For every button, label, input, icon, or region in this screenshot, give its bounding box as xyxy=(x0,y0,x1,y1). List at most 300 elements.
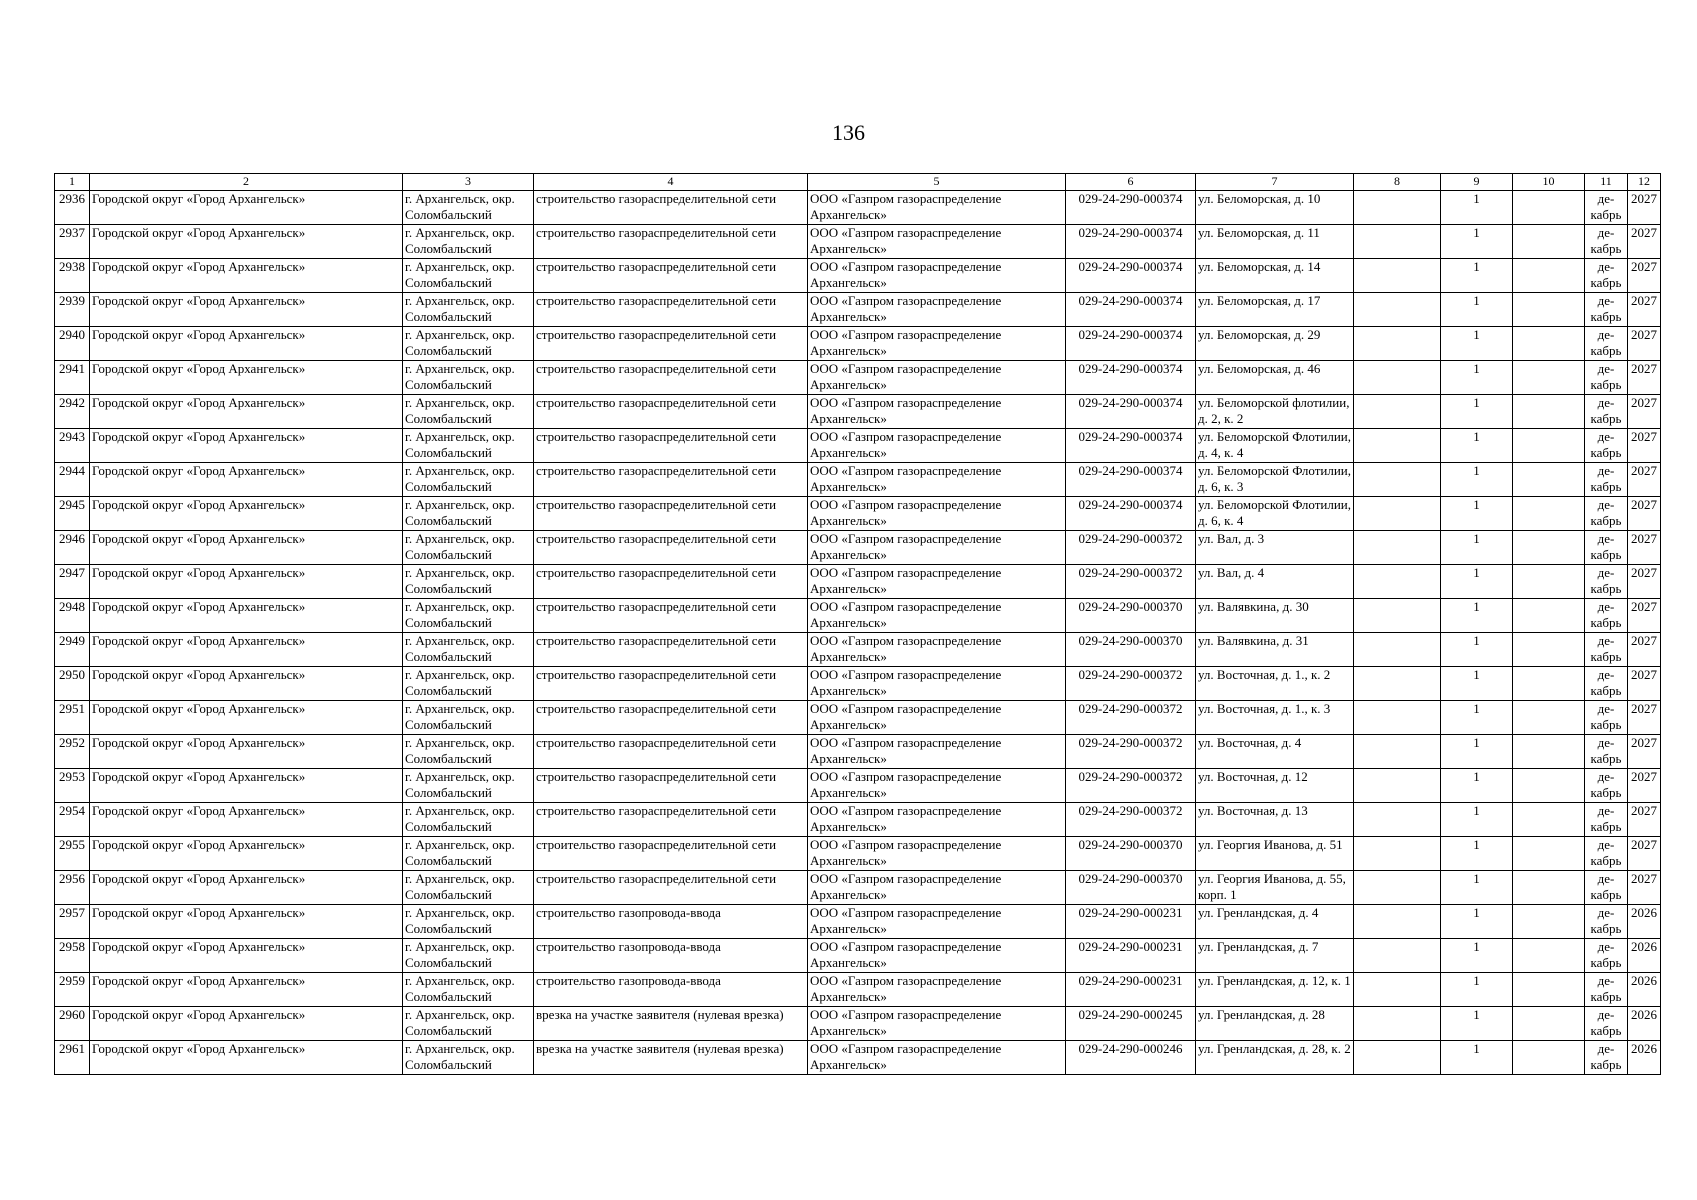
program-code-cell: 029-24-290-000370 xyxy=(1066,837,1196,871)
year-cell: 2027 xyxy=(1628,259,1661,293)
col10-cell xyxy=(1513,837,1585,871)
row-number-cell: 2943 xyxy=(55,429,90,463)
row-number-cell: 2959 xyxy=(55,973,90,1007)
address-cell: ул. Вал, д. 4 xyxy=(1196,565,1354,599)
work-type-cell: строительство газораспределительной сети xyxy=(534,361,808,395)
locality-cell: г. Архангельск, окр. Соломбальский xyxy=(403,463,534,497)
col8-cell xyxy=(1354,463,1441,497)
year-cell: 2026 xyxy=(1628,905,1661,939)
col10-cell xyxy=(1513,191,1585,225)
row-number-cell: 2944 xyxy=(55,463,90,497)
municipality-cell: Городской округ «Город Архангельск» xyxy=(90,701,403,735)
locality-cell: г. Архангельск, окр. Соломбальский xyxy=(403,395,534,429)
organization-cell: ООО «Газпром газораспределение Архангельск» xyxy=(808,599,1066,633)
organization-cell: ООО «Газпром газораспределение Архангельск» xyxy=(808,837,1066,871)
col10-cell xyxy=(1513,361,1585,395)
address-cell: ул. Георгия Иванова, д. 55, корп. 1 xyxy=(1196,871,1354,905)
col9-cell: 1 xyxy=(1441,497,1513,531)
table-row xyxy=(55,735,1661,769)
table-row xyxy=(55,395,1661,429)
col9-cell: 1 xyxy=(1441,837,1513,871)
address-cell: ул. Гренландская, д. 7 xyxy=(1196,939,1354,973)
month-cell: де-кабрь xyxy=(1585,463,1628,497)
locality-cell: г. Архангельск, окр. Соломбальский xyxy=(403,667,534,701)
col10-cell xyxy=(1513,803,1585,837)
locality-cell: г. Архангельск, окр. Соломбальский xyxy=(403,735,534,769)
row-number-cell: 2950 xyxy=(55,667,90,701)
program-code-cell: 029-24-290-000374 xyxy=(1066,463,1196,497)
column-header: 4 xyxy=(534,174,808,191)
row-number-cell: 2958 xyxy=(55,939,90,973)
work-type-cell: строительство газораспределительной сети xyxy=(534,599,808,633)
address-cell: ул. Гренландская, д. 28 xyxy=(1196,1007,1354,1041)
program-code-cell: 029-24-290-000374 xyxy=(1066,395,1196,429)
table-row xyxy=(55,837,1661,871)
col10-cell xyxy=(1513,701,1585,735)
month-cell: де-кабрь xyxy=(1585,905,1628,939)
col10-cell xyxy=(1513,327,1585,361)
month-cell: де-кабрь xyxy=(1585,191,1628,225)
month-cell: де-кабрь xyxy=(1585,327,1628,361)
program-code-cell: 029-24-290-000370 xyxy=(1066,633,1196,667)
locality-cell: г. Архангельск, окр. Соломбальский xyxy=(403,191,534,225)
address-cell: ул. Вал, д. 3 xyxy=(1196,531,1354,565)
organization-cell: ООО «Газпром газораспределение Архангельск» xyxy=(808,633,1066,667)
month-cell: де-кабрь xyxy=(1585,395,1628,429)
col8-cell xyxy=(1354,633,1441,667)
col9-cell: 1 xyxy=(1441,463,1513,497)
work-type-cell: строительство газораспределительной сети xyxy=(534,327,808,361)
address-cell: ул. Беломорская, д. 14 xyxy=(1196,259,1354,293)
col9-cell: 1 xyxy=(1441,701,1513,735)
col10-cell xyxy=(1513,769,1585,803)
locality-cell: г. Архангельск, окр. Соломбальский xyxy=(403,327,534,361)
col10-cell xyxy=(1513,497,1585,531)
program-code-cell: 029-24-290-000372 xyxy=(1066,531,1196,565)
col10-cell xyxy=(1513,531,1585,565)
col10-cell xyxy=(1513,395,1585,429)
organization-cell: ООО «Газпром газораспределение Архангельск» xyxy=(808,395,1066,429)
year-cell: 2027 xyxy=(1628,293,1661,327)
row-number-cell: 2938 xyxy=(55,259,90,293)
col10-cell xyxy=(1513,667,1585,701)
program-code-cell: 029-24-290-000374 xyxy=(1066,429,1196,463)
organization-cell: ООО «Газпром газораспределение Архангельск» xyxy=(808,463,1066,497)
municipality-cell: Городской округ «Город Архангельск» xyxy=(90,599,403,633)
municipality-cell: Городской округ «Город Архангельск» xyxy=(90,225,403,259)
organization-cell: ООО «Газпром газораспределение Архангельск» xyxy=(808,1041,1066,1075)
month-cell: де-кабрь xyxy=(1585,531,1628,565)
col8-cell xyxy=(1354,225,1441,259)
locality-cell: г. Архангельск, окр. Соломбальский xyxy=(403,769,534,803)
municipality-cell: Городской округ «Город Архангельск» xyxy=(90,259,403,293)
col10-cell xyxy=(1513,735,1585,769)
program-code-cell: 029-24-290-000374 xyxy=(1066,225,1196,259)
work-type-cell: строительство газораспределительной сети xyxy=(534,395,808,429)
month-cell: де-кабрь xyxy=(1585,803,1628,837)
locality-cell: г. Архангельск, окр. Соломбальский xyxy=(403,1041,534,1075)
row-number-cell: 2939 xyxy=(55,293,90,327)
col9-cell: 1 xyxy=(1441,1041,1513,1075)
organization-cell: ООО «Газпром газораспределение Архангельск» xyxy=(808,667,1066,701)
organization-cell: ООО «Газпром газораспределение Архангельск» xyxy=(808,701,1066,735)
address-cell: ул. Восточная, д. 1., к. 3 xyxy=(1196,701,1354,735)
col8-cell xyxy=(1354,497,1441,531)
organization-cell: ООО «Газпром газораспределение Архангельск» xyxy=(808,769,1066,803)
program-code-cell: 029-24-290-000372 xyxy=(1066,735,1196,769)
organization-cell: ООО «Газпром газораспределение Архангельск» xyxy=(808,361,1066,395)
year-cell: 2027 xyxy=(1628,701,1661,735)
work-type-cell: строительство газораспределительной сети xyxy=(534,837,808,871)
address-cell: ул. Беломорская, д. 11 xyxy=(1196,225,1354,259)
col8-cell xyxy=(1354,1007,1441,1041)
col9-cell: 1 xyxy=(1441,327,1513,361)
program-code-cell: 029-24-290-000372 xyxy=(1066,769,1196,803)
row-number-cell: 2941 xyxy=(55,361,90,395)
municipality-cell: Городской округ «Город Архангельск» xyxy=(90,1007,403,1041)
col10-cell xyxy=(1513,259,1585,293)
col9-cell: 1 xyxy=(1441,1007,1513,1041)
organization-cell: ООО «Газпром газораспределение Архангельск» xyxy=(808,497,1066,531)
col10-cell xyxy=(1513,225,1585,259)
col10-cell xyxy=(1513,1041,1585,1075)
program-code-cell: 029-24-290-000374 xyxy=(1066,361,1196,395)
month-cell: де-кабрь xyxy=(1585,293,1628,327)
table-row xyxy=(55,633,1661,667)
municipality-cell: Городской округ «Город Архангельск» xyxy=(90,837,403,871)
table-row xyxy=(55,769,1661,803)
row-number-cell: 2961 xyxy=(55,1041,90,1075)
table-row xyxy=(55,871,1661,905)
work-type-cell: строительство газопровода-ввода xyxy=(534,939,808,973)
gasification-table xyxy=(54,173,1661,1075)
locality-cell: г. Архангельск, окр. Соломбальский xyxy=(403,905,534,939)
municipality-cell: Городской округ «Город Архангельск» xyxy=(90,769,403,803)
work-type-cell: строительство газораспределительной сети xyxy=(534,803,808,837)
year-cell: 2026 xyxy=(1628,973,1661,1007)
col8-cell xyxy=(1354,871,1441,905)
year-cell: 2027 xyxy=(1628,429,1661,463)
locality-cell: г. Архангельск, окр. Соломбальский xyxy=(403,1007,534,1041)
organization-cell: ООО «Газпром газораспределение Архангельск» xyxy=(808,973,1066,1007)
address-cell: ул. Беломорская, д. 29 xyxy=(1196,327,1354,361)
organization-cell: ООО «Газпром газораспределение Архангельск» xyxy=(808,225,1066,259)
locality-cell: г. Архангельск, окр. Соломбальский xyxy=(403,803,534,837)
organization-cell: ООО «Газпром газораспределение Архангельск» xyxy=(808,1007,1066,1041)
table-row xyxy=(55,225,1661,259)
municipality-cell: Городской округ «Город Архангельск» xyxy=(90,1041,403,1075)
row-number-cell: 2952 xyxy=(55,735,90,769)
program-code-cell: 029-24-290-000372 xyxy=(1066,667,1196,701)
table-row xyxy=(55,1041,1661,1075)
row-number-cell: 2936 xyxy=(55,191,90,225)
col9-cell: 1 xyxy=(1441,667,1513,701)
table-row xyxy=(55,531,1661,565)
work-type-cell: строительство газораспределительной сети xyxy=(534,191,808,225)
column-header: 1 xyxy=(55,174,90,191)
locality-cell: г. Архангельск, окр. Соломбальский xyxy=(403,565,534,599)
locality-cell: г. Архангельск, окр. Соломбальский xyxy=(403,225,534,259)
col9-cell: 1 xyxy=(1441,395,1513,429)
column-header: 10 xyxy=(1513,174,1585,191)
col9-cell: 1 xyxy=(1441,225,1513,259)
row-number-cell: 2946 xyxy=(55,531,90,565)
municipality-cell: Городской округ «Город Архангельск» xyxy=(90,939,403,973)
table-row xyxy=(55,701,1661,735)
year-cell: 2027 xyxy=(1628,565,1661,599)
column-header: 2 xyxy=(90,174,403,191)
month-cell: де-кабрь xyxy=(1585,939,1628,973)
col10-cell xyxy=(1513,429,1585,463)
year-cell: 2026 xyxy=(1628,1007,1661,1041)
col10-cell xyxy=(1513,905,1585,939)
address-cell: ул. Валявкина, д. 31 xyxy=(1196,633,1354,667)
col10-cell xyxy=(1513,939,1585,973)
municipality-cell: Городской округ «Город Архангельск» xyxy=(90,871,403,905)
col10-cell xyxy=(1513,463,1585,497)
row-number-cell: 2955 xyxy=(55,837,90,871)
table-row xyxy=(55,667,1661,701)
work-type-cell: строительство газораспределительной сети xyxy=(534,735,808,769)
col8-cell xyxy=(1354,361,1441,395)
address-cell: ул. Беломорская, д. 17 xyxy=(1196,293,1354,327)
year-cell: 2027 xyxy=(1628,633,1661,667)
organization-cell: ООО «Газпром газораспределение Архангельск» xyxy=(808,531,1066,565)
program-code-cell: 029-24-290-000374 xyxy=(1066,327,1196,361)
row-number-cell: 2947 xyxy=(55,565,90,599)
col8-cell xyxy=(1354,395,1441,429)
month-cell: де-кабрь xyxy=(1585,259,1628,293)
municipality-cell: Городской округ «Город Архангельск» xyxy=(90,327,403,361)
program-code-cell: 029-24-290-000245 xyxy=(1066,1007,1196,1041)
row-number-cell: 2945 xyxy=(55,497,90,531)
year-cell: 2027 xyxy=(1628,497,1661,531)
year-cell: 2027 xyxy=(1628,769,1661,803)
municipality-cell: Городской округ «Город Архангельск» xyxy=(90,395,403,429)
col8-cell xyxy=(1354,599,1441,633)
municipality-cell: Городской округ «Город Архангельск» xyxy=(90,905,403,939)
col9-cell: 1 xyxy=(1441,531,1513,565)
municipality-cell: Городской округ «Город Архангельск» xyxy=(90,531,403,565)
year-cell: 2026 xyxy=(1628,939,1661,973)
column-header: 12 xyxy=(1628,174,1661,191)
table-row xyxy=(55,327,1661,361)
year-cell: 2027 xyxy=(1628,225,1661,259)
organization-cell: ООО «Газпром газораспределение Архангельск» xyxy=(808,429,1066,463)
month-cell: де-кабрь xyxy=(1585,735,1628,769)
month-cell: де-кабрь xyxy=(1585,1041,1628,1075)
work-type-cell: врезка на участке заявителя (нулевая врезка) xyxy=(534,1007,808,1041)
locality-cell: г. Архангельск, окр. Соломбальский xyxy=(403,497,534,531)
month-cell: де-кабрь xyxy=(1585,871,1628,905)
row-number-cell: 2956 xyxy=(55,871,90,905)
col9-cell: 1 xyxy=(1441,293,1513,327)
month-cell: де-кабрь xyxy=(1585,429,1628,463)
program-code-cell: 029-24-290-000231 xyxy=(1066,939,1196,973)
year-cell: 2027 xyxy=(1628,837,1661,871)
month-cell: де-кабрь xyxy=(1585,837,1628,871)
col8-cell xyxy=(1354,973,1441,1007)
program-code-cell: 029-24-290-000370 xyxy=(1066,599,1196,633)
locality-cell: г. Архангельск, окр. Соломбальский xyxy=(403,701,534,735)
year-cell: 2027 xyxy=(1628,735,1661,769)
col9-cell: 1 xyxy=(1441,735,1513,769)
col9-cell: 1 xyxy=(1441,191,1513,225)
municipality-cell: Городской округ «Город Архангельск» xyxy=(90,735,403,769)
column-header: 3 xyxy=(403,174,534,191)
address-cell: ул. Беломорская, д. 46 xyxy=(1196,361,1354,395)
program-code-cell: 029-24-290-000370 xyxy=(1066,871,1196,905)
municipality-cell: Городской округ «Город Архангельск» xyxy=(90,361,403,395)
col8-cell xyxy=(1354,429,1441,463)
month-cell: де-кабрь xyxy=(1585,1007,1628,1041)
work-type-cell: строительство газораспределительной сети xyxy=(534,701,808,735)
organization-cell: ООО «Газпром газораспределение Архангельск» xyxy=(808,803,1066,837)
col8-cell xyxy=(1354,735,1441,769)
organization-cell: ООО «Газпром газораспределение Архангельск» xyxy=(808,191,1066,225)
col9-cell: 1 xyxy=(1441,361,1513,395)
locality-cell: г. Архангельск, окр. Соломбальский xyxy=(403,871,534,905)
col10-cell xyxy=(1513,973,1585,1007)
table-row xyxy=(55,361,1661,395)
month-cell: де-кабрь xyxy=(1585,497,1628,531)
month-cell: де-кабрь xyxy=(1585,769,1628,803)
municipality-cell: Городской округ «Город Архангельск» xyxy=(90,803,403,837)
row-number-cell: 2951 xyxy=(55,701,90,735)
locality-cell: г. Архангельск, окр. Соломбальский xyxy=(403,633,534,667)
col9-cell: 1 xyxy=(1441,871,1513,905)
table-row xyxy=(55,565,1661,599)
col10-cell xyxy=(1513,293,1585,327)
municipality-cell: Городской округ «Город Архангельск» xyxy=(90,565,403,599)
year-cell: 2027 xyxy=(1628,531,1661,565)
work-type-cell: строительство газораспределительной сети xyxy=(534,565,808,599)
year-cell: 2027 xyxy=(1628,667,1661,701)
col8-cell xyxy=(1354,191,1441,225)
month-cell: де-кабрь xyxy=(1585,633,1628,667)
locality-cell: г. Архангельск, окр. Соломбальский xyxy=(403,531,534,565)
work-type-cell: строительство газораспределительной сети xyxy=(534,497,808,531)
column-header: 6 xyxy=(1066,174,1196,191)
work-type-cell: строительство газораспределительной сети xyxy=(534,531,808,565)
table-row xyxy=(55,939,1661,973)
row-number-cell: 2957 xyxy=(55,905,90,939)
organization-cell: ООО «Газпром газораспределение Архангельск» xyxy=(808,259,1066,293)
address-cell: ул. Гренландская, д. 12, к. 1 xyxy=(1196,973,1354,1007)
address-cell: ул. Беломорской флотилии, д. 2, к. 2 xyxy=(1196,395,1354,429)
program-code-cell: 029-24-290-000374 xyxy=(1066,259,1196,293)
row-number-cell: 2953 xyxy=(55,769,90,803)
col10-cell xyxy=(1513,871,1585,905)
locality-cell: г. Архангельск, окр. Соломбальский xyxy=(403,973,534,1007)
header-row xyxy=(55,174,1661,191)
column-header: 9 xyxy=(1441,174,1513,191)
work-type-cell: строительство газораспределительной сети xyxy=(534,225,808,259)
work-type-cell: строительство газораспределительной сети xyxy=(534,667,808,701)
table-body xyxy=(55,191,1661,1075)
col8-cell xyxy=(1354,327,1441,361)
year-cell: 2026 xyxy=(1628,1041,1661,1075)
col8-cell xyxy=(1354,837,1441,871)
year-cell: 2027 xyxy=(1628,871,1661,905)
year-cell: 2027 xyxy=(1628,395,1661,429)
table-row xyxy=(55,463,1661,497)
address-cell: ул. Гренландская, д. 4 xyxy=(1196,905,1354,939)
program-code-cell: 029-24-290-000374 xyxy=(1066,293,1196,327)
col8-cell xyxy=(1354,531,1441,565)
month-cell: де-кабрь xyxy=(1585,701,1628,735)
program-code-cell: 029-24-290-000231 xyxy=(1066,905,1196,939)
column-header: 8 xyxy=(1354,174,1441,191)
work-type-cell: строительство газораспределительной сети xyxy=(534,259,808,293)
program-code-cell: 029-24-290-000374 xyxy=(1066,191,1196,225)
municipality-cell: Городской округ «Город Архангельск» xyxy=(90,633,403,667)
table-row xyxy=(55,905,1661,939)
organization-cell: ООО «Газпром газораспределение Архангельск» xyxy=(808,871,1066,905)
col8-cell xyxy=(1354,565,1441,599)
col8-cell xyxy=(1354,259,1441,293)
address-cell: ул. Восточная, д. 4 xyxy=(1196,735,1354,769)
col9-cell: 1 xyxy=(1441,939,1513,973)
year-cell: 2027 xyxy=(1628,803,1661,837)
year-cell: 2027 xyxy=(1628,463,1661,497)
month-cell: де-кабрь xyxy=(1585,565,1628,599)
address-cell: ул. Беломорская, д. 10 xyxy=(1196,191,1354,225)
work-type-cell: строительство газораспределительной сети xyxy=(534,429,808,463)
year-cell: 2027 xyxy=(1628,599,1661,633)
month-cell: де-кабрь xyxy=(1585,225,1628,259)
address-cell: ул. Беломорской Флотилии, д. 6, к. 3 xyxy=(1196,463,1354,497)
address-cell: ул. Валявкина, д. 30 xyxy=(1196,599,1354,633)
column-header: 7 xyxy=(1196,174,1354,191)
year-cell: 2027 xyxy=(1628,327,1661,361)
address-cell: ул. Восточная, д. 13 xyxy=(1196,803,1354,837)
month-cell: де-кабрь xyxy=(1585,973,1628,1007)
address-cell: ул. Беломорской Флотилии, д. 4, к. 4 xyxy=(1196,429,1354,463)
year-cell: 2027 xyxy=(1628,191,1661,225)
program-code-cell: 029-24-290-000372 xyxy=(1066,803,1196,837)
work-type-cell: строительство газораспределительной сети xyxy=(534,293,808,327)
col10-cell xyxy=(1513,633,1585,667)
work-type-cell: врезка на участке заявителя (нулевая врезка) xyxy=(534,1041,808,1075)
program-code-cell: 029-24-290-000246 xyxy=(1066,1041,1196,1075)
col8-cell xyxy=(1354,803,1441,837)
table-row xyxy=(55,973,1661,1007)
row-number-cell: 2937 xyxy=(55,225,90,259)
row-number-cell: 2940 xyxy=(55,327,90,361)
organization-cell: ООО «Газпром газораспределение Архангельск» xyxy=(808,735,1066,769)
row-number-cell: 2942 xyxy=(55,395,90,429)
year-cell: 2027 xyxy=(1628,361,1661,395)
row-number-cell: 2948 xyxy=(55,599,90,633)
work-type-cell: строительство газопровода-ввода xyxy=(534,973,808,1007)
address-cell: ул. Восточная, д. 1., к. 2 xyxy=(1196,667,1354,701)
municipality-cell: Городской округ «Город Архангельск» xyxy=(90,497,403,531)
col9-cell: 1 xyxy=(1441,565,1513,599)
locality-cell: г. Архангельск, окр. Соломбальский xyxy=(403,429,534,463)
table-row xyxy=(55,191,1661,225)
locality-cell: г. Архангельск, окр. Соломбальский xyxy=(403,259,534,293)
col9-cell: 1 xyxy=(1441,769,1513,803)
organization-cell: ООО «Газпром газораспределение Архангельск» xyxy=(808,565,1066,599)
table-row xyxy=(55,803,1661,837)
col8-cell xyxy=(1354,939,1441,973)
table-row xyxy=(55,599,1661,633)
work-type-cell: строительство газораспределительной сети xyxy=(534,633,808,667)
col8-cell xyxy=(1354,701,1441,735)
organization-cell: ООО «Газпром газораспределение Архангельск» xyxy=(808,939,1066,973)
col8-cell xyxy=(1354,905,1441,939)
